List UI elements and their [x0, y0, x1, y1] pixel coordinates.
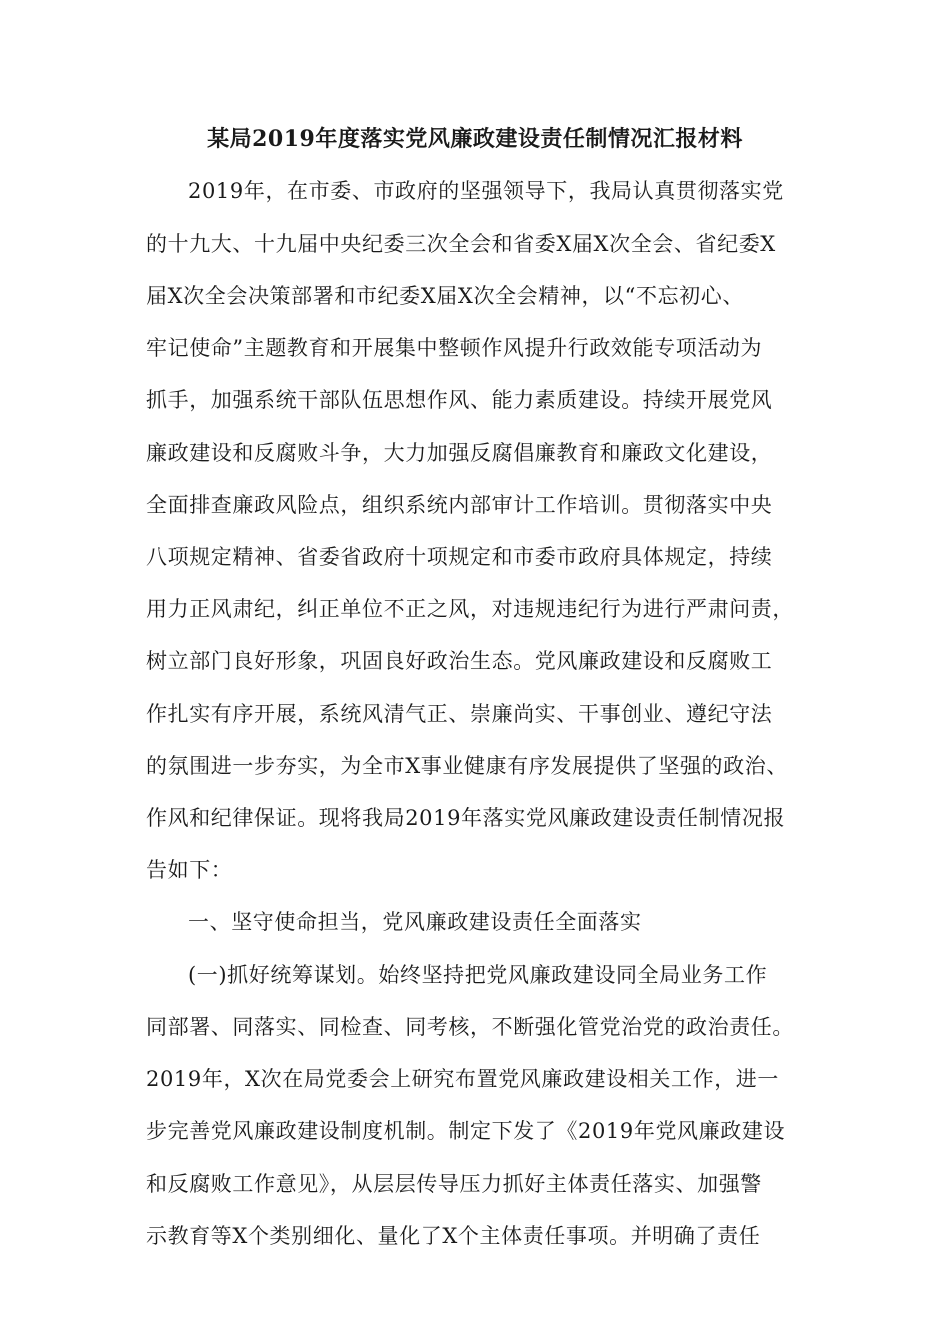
- paragraph-line: 2019年，在市委、市政府的坚强领导下，我局认真贯彻落实党: [188, 179, 784, 203]
- paragraph-line: 作扎实有序开展，系统风清气正、崇廉尚实、干事创业、遵纪守法: [146, 702, 773, 726]
- paragraph-line: 作风和纪律保证。现将我局2019年落实党风廉政建设责任制情况报: [146, 806, 786, 830]
- paragraph-line: 抓手，加强系统干部队伍思想作风、能力素质建设。持续开展党风: [146, 388, 773, 412]
- paragraph-line: 同部署、同落实、同检查、同考核，不断强化管党治党的政治责任。: [146, 1015, 794, 1039]
- paragraph-line: (一)抓好统筹谋划。始终坚持把党风廉政建设同全局业务工作: [188, 963, 768, 987]
- paragraph-line: 八项规定精神、省委省政府十项规定和市委市政府具体规定，持续: [146, 545, 773, 569]
- paragraph-line: 全面排查廉政风险点，组织系统内部审计工作培训。贯彻落实中央: [146, 493, 773, 517]
- paragraph-line: 示教育等X个类别细化、量化了X个主体责任事项。并明确了责任: [146, 1224, 761, 1248]
- document-title: 某局2019年度落实党风廉政建设责任制情况汇报材料: [207, 126, 743, 152]
- paragraph-line: 的十九大、十九届中央纪委三次全会和省委X届X次全会、省纪委X: [146, 232, 776, 256]
- paragraph-line: 步完善党风廉政建设制度机制。制定下发了《2019年党风廉政建设: [146, 1119, 786, 1143]
- section-heading: 一、坚守使命担当，党风廉政建设责任全面落实: [188, 910, 642, 934]
- paragraph-line: 届X次全会决策部署和市纪委X届X次全会精神，以“不忘初心、: [146, 284, 744, 308]
- paragraph-line: 用力正风肃纪，纠正单位不正之风，对违规违纪行为进行严肃问责，: [146, 597, 794, 621]
- paragraph-line: 廉政建设和反腐败斗争，大力加强反腐倡廉教育和廉政文化建设，: [146, 441, 773, 465]
- paragraph-line: 和反腐败工作意见》，从层层传导压力抓好主体责任落实、加强警: [146, 1172, 762, 1196]
- paragraph-line: 牢记使命”主题教育和开展集中整顿作风提升行政效能专项活动为: [146, 336, 763, 360]
- paragraph-line: 2019年，X次在局党委会上研究布置党风廉政建设相关工作，进一: [146, 1067, 779, 1091]
- paragraph-line: 的氛围进一步夯实，为全市X事业健康有序发展提供了坚强的政治、: [146, 754, 788, 778]
- paragraph-line: 告如下：: [146, 858, 233, 882]
- paragraph-line: 树立部门良好形象，巩固良好政治生态。党风廉政建设和反腐败工: [146, 649, 773, 673]
